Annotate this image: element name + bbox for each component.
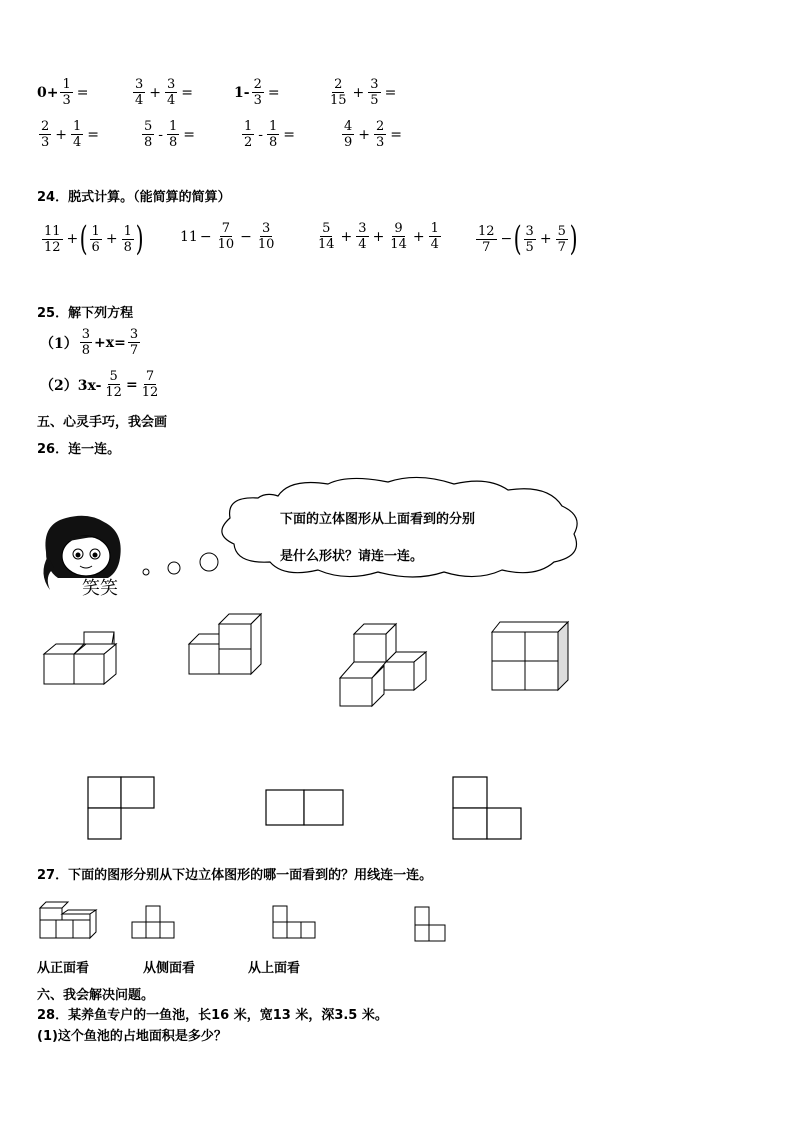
ex23-item-8: $\frac{4}{9}$ + $\frac{2}{3}$ =	[344, 119, 403, 150]
solid-figure-2	[189, 612, 269, 692]
fraction: $\frac{3}{4}$	[358, 221, 367, 252]
fraction: $\frac{3}{5}$	[525, 223, 534, 255]
q24-title: 24．脱式计算。（能简算的简算）	[37, 190, 231, 205]
cloud-text-line-1: 下面的立体图形从上面看到的分别	[280, 512, 476, 527]
ex23-item-5: $\frac{2}{3}$ + $\frac{1}{4}$ =	[41, 119, 100, 150]
fraction: $\frac{1}{8}$	[169, 119, 178, 150]
right-paren: )	[569, 219, 578, 259]
fraction: $\frac{5}{12}$	[105, 369, 122, 400]
fraction: $\frac{1}{8}$	[123, 223, 132, 255]
fraction: $\frac{5}{8}$	[144, 119, 153, 150]
q27-title: 27．下面的图形分别从下边立体图形的哪一面看到的？用线连一连。	[37, 868, 433, 883]
fraction: $\frac{1}{4}$	[430, 221, 439, 252]
fraction: $\frac{2}{15}$	[330, 77, 347, 108]
fraction: $\frac{2}{3}$	[41, 119, 50, 150]
fraction: $\frac{11}{12}$	[44, 223, 61, 255]
q27-view-2	[271, 904, 321, 944]
q28-subquestion-1: (1)这个鱼池的占地面积是多少？	[37, 1029, 227, 1044]
left-paren: (	[79, 219, 88, 259]
section-5-heading: 五、心灵手巧，我会画	[37, 415, 168, 430]
ex23-item-6: $\frac{5}{8}$ - $\frac{1}{8}$ =	[144, 119, 196, 150]
girl-name-label: 笑笑	[82, 578, 118, 599]
fraction: $\frac{5}{7}$	[557, 223, 566, 255]
top-view-1	[88, 777, 158, 842]
q25-equation-1: （1） $\frac{3}{8}$ +x= $\frac{3}{7}$	[40, 327, 139, 358]
thought-bubbles	[140, 550, 220, 580]
fraction: $\frac{1}{2}$	[244, 119, 253, 150]
q24-expr-4: $\frac{12}{7}$ − ( $\frac{3}{5}$ + $\frac{5}{7}$ )	[478, 219, 578, 259]
fraction: $\frac{7}{12}$	[141, 369, 159, 400]
fraction: $\frac{1}{3}$	[62, 77, 71, 108]
q27-label-front: 从正面看	[37, 961, 90, 976]
fraction: $\frac{9}{14}$	[390, 221, 407, 252]
fraction: $\frac{12}{7}$	[478, 223, 495, 255]
fraction: $\frac{5}{14}$	[318, 221, 335, 252]
ex23-item-2: $\frac{3}{4}$ + $\frac{3}{4}$ =	[135, 77, 194, 108]
q26-title: 26．连一连。	[37, 442, 121, 457]
q27-solid-figure	[38, 898, 100, 940]
ex23-item-1: 0+ $\frac{1}{3}$ =	[37, 77, 89, 108]
solid-figure-3	[340, 622, 435, 712]
fraction: $\frac{3}{7}$	[129, 327, 139, 358]
solid-figure-4	[492, 620, 572, 695]
ex23-item-7: $\frac{1}{2}$ - $\frac{1}{8}$ =	[244, 119, 296, 150]
q24-expr-3: $\frac{5}{14}$ + $\frac{3}{4}$ + $\frac{9}{14}$ + $\frac{1}{4}$	[318, 221, 439, 252]
top-view-3	[453, 777, 525, 842]
left-paren: (	[513, 219, 522, 259]
fraction: $\frac{3}{5}$	[370, 77, 379, 108]
fraction: $\frac{1}{6}$	[91, 223, 100, 255]
fraction: $\frac{3}{4}$	[135, 77, 144, 108]
q25-equation-2: （2）3x- $\frac{5}{12}$ = $\frac{7}{12}$	[40, 369, 159, 400]
fraction: $\frac{3}{8}$	[81, 327, 91, 358]
fraction: $\frac{2}{3}$	[253, 77, 262, 108]
solid-figure-1	[44, 632, 129, 692]
q27-view-3	[413, 905, 449, 945]
fraction: $\frac{3}{10}$	[257, 221, 275, 252]
fraction: $\frac{1}{8}$	[269, 119, 278, 150]
fraction: $\frac{4}{9}$	[344, 119, 353, 150]
q27-label-side: 从侧面看	[143, 961, 196, 976]
q25-title: 25．解下列方程	[37, 306, 134, 321]
ex23-item-3: 1- $\frac{2}{3}$ =	[234, 77, 280, 108]
cloud-text-line-2: 是什么形状？请连一连。	[280, 549, 424, 564]
ex23-item-4: $\frac{2}{15}$ + $\frac{3}{5}$ =	[330, 77, 397, 108]
q27-label-top: 从上面看	[248, 961, 301, 976]
q24-expr-2: 11 − $\frac{7}{10}$ − $\frac{3}{10}$	[180, 221, 275, 252]
q28-title: 28．某养鱼专户的一鱼池，长16 米，宽13 米，深3.5 米。	[37, 1008, 388, 1023]
right-paren: )	[135, 219, 144, 259]
fraction: $\frac{7}{10}$	[217, 221, 235, 252]
top-view-2	[266, 790, 348, 828]
fraction: $\frac{1}{4}$	[73, 119, 82, 150]
section-6-heading: 六、我会解决问题。	[37, 988, 155, 1003]
q24-expr-1: $\frac{11}{12}$ + ( $\frac{1}{6}$ + $\frac{1}{8}$ )	[44, 219, 144, 259]
fraction: $\frac{3}{4}$	[167, 77, 176, 108]
fraction: $\frac{2}{3}$	[376, 119, 385, 150]
q27-view-1	[130, 904, 180, 942]
